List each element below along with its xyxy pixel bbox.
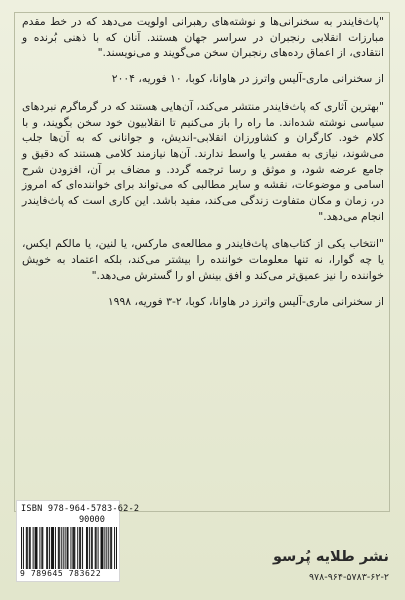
- publisher-name: نشر طلایه پُرسو: [272, 549, 389, 565]
- barcode-bar: [110, 527, 111, 569]
- quote-1-text: "پاث‌فایندر به سخنرانی‌ها و نوشته‌های رهبرانی اولویت می‌دهد که در خط مقدم مبارزات انقلابی رنجبران در سراسر جهان هستند. آنان که با ذهنی بُرنده و انتقادی، از اعماق رده‌های رنجبران سخن می‌گویند و می‌نویسند.": [22, 15, 384, 60]
- isbn-persian: ۹۷۸-۹۶۴-۵۷۸۳-۶۲-۲: [308, 572, 389, 583]
- barcode-bar: [27, 527, 28, 569]
- barcode-bar: [65, 527, 66, 569]
- barcode-bar: [63, 527, 64, 569]
- barcode-bar: [68, 527, 69, 569]
- barcode-bar: [49, 527, 50, 569]
- barcode-bar: [96, 527, 97, 569]
- barcode-bar: [47, 527, 48, 569]
- barcode-bar: [41, 527, 42, 569]
- barcode-bar: [61, 527, 62, 569]
- barcode-bar: [91, 527, 92, 569]
- barcode-bar: [116, 527, 117, 569]
- quote-3-text: "انتخاب یکی از کتاب‌های پاث‌فایندر و مطالعه‌ی مارکس، یا لنین، یا مالکم ایکس، یا چه گوارا، نه تنها معلومات خواننده را بیشتر می‌کند، بلکه اعتماد به خویش خواننده را نیز عمیق‌تر می‌کند و افق بینش او را گسترش می‌دهد.": [22, 237, 384, 282]
- barcode-bar: [33, 527, 34, 569]
- barcode-bar: [29, 527, 30, 569]
- isbn-barcode: [16, 500, 140, 582]
- price-code: 90000: [79, 515, 105, 525]
- barcode-bar: [46, 527, 47, 569]
- barcode-bar: [106, 527, 107, 569]
- barcode-bar: [58, 527, 59, 569]
- barcode-bar: [77, 527, 78, 569]
- barcode-bar: [39, 527, 40, 569]
- barcode-bar: [73, 527, 74, 569]
- barcode-bar: [42, 527, 43, 569]
- barcode-bar: [87, 527, 88, 569]
- barcode-bar: [53, 527, 54, 569]
- barcode-bar: [101, 527, 102, 569]
- barcode-bar: [114, 527, 115, 569]
- barcode-bar: [89, 527, 90, 569]
- quote-3-source: از سخنرانی ماری-آلیس واترز در هاوانا، کوبا، ۲-۳ فوریه، ۱۹۹۸: [107, 294, 384, 308]
- barcode-bar: [37, 527, 38, 569]
- barcode-bar: [95, 527, 96, 569]
- barcode-bar: [86, 527, 87, 569]
- barcode-bar: [36, 527, 37, 569]
- quote-2-text: "بهترین آثاری که پاث‌فایندر منتشر می‌کند، آن‌هایی هستند که در گرماگرم نبردهای سیاسی نوشته شده‌اند. ما راه را باز می‌کنیم تا انقلابیون خود سخن بگویند، و با کلام خود. کارگران و کشاورزان انقلابی-اندیش، و جوانانی که به آن‌ها جلب می‌شوند، نیازی به مفسر یا واسط ندارند. آن‌ها نیازمند کلامی هستند که دقیق و جامع عرضه شود، و موثق و رسا ترجمه گردد. و مضاف بر آن، افزودن شرح اسامی و موضوعات، نقشه و سایر مطالبی که می‌تواند برای خواننده‌ای که امروز در، زمان و مکان متفاوت زندگی می‌کند، مفید باشد. این کاری است که پاث‌فایندر انجام می‌دهد.": [22, 99, 384, 223]
- barcode-bar: [21, 527, 22, 569]
- barcode-bar: [80, 527, 81, 569]
- barcode-bar: [82, 527, 83, 569]
- barcode-bar: [67, 527, 68, 569]
- barcode-bar: [70, 527, 71, 569]
- barcode-digits: 9 789645 783622: [20, 569, 102, 578]
- barcode-bar: [72, 527, 73, 569]
- barcode-bar: [98, 527, 99, 569]
- barcode-bar: [108, 527, 109, 569]
- barcode-bar: [23, 527, 24, 569]
- barcode-bar: [111, 527, 112, 569]
- barcode-bar: [102, 527, 103, 569]
- barcode-bar: [92, 527, 93, 569]
- isbn-label: ISBN 978-964-5783-62-2: [21, 504, 140, 514]
- barcode-bar: [52, 527, 53, 569]
- quotes-block: [22, 14, 384, 309]
- barcode-bar: [35, 527, 36, 569]
- barcode-bar: [30, 527, 31, 569]
- quote-1-source: از سخنرانی ماری-آلیس واترز در هاوانا، کوبا، ۱۰ فوریه، ۲۰۰۴: [111, 72, 384, 86]
- barcode-bar: [51, 527, 52, 569]
- barcode-bar: [101, 527, 102, 569]
- barcode-bar: [26, 527, 27, 569]
- barcode-bar: [104, 527, 105, 569]
- barcode-bars: [21, 527, 117, 569]
- barcode-bar: [74, 527, 75, 569]
- barcode-bar: [55, 527, 56, 569]
- barcode-bar: [59, 527, 60, 569]
- barcode-bar: [79, 527, 80, 569]
